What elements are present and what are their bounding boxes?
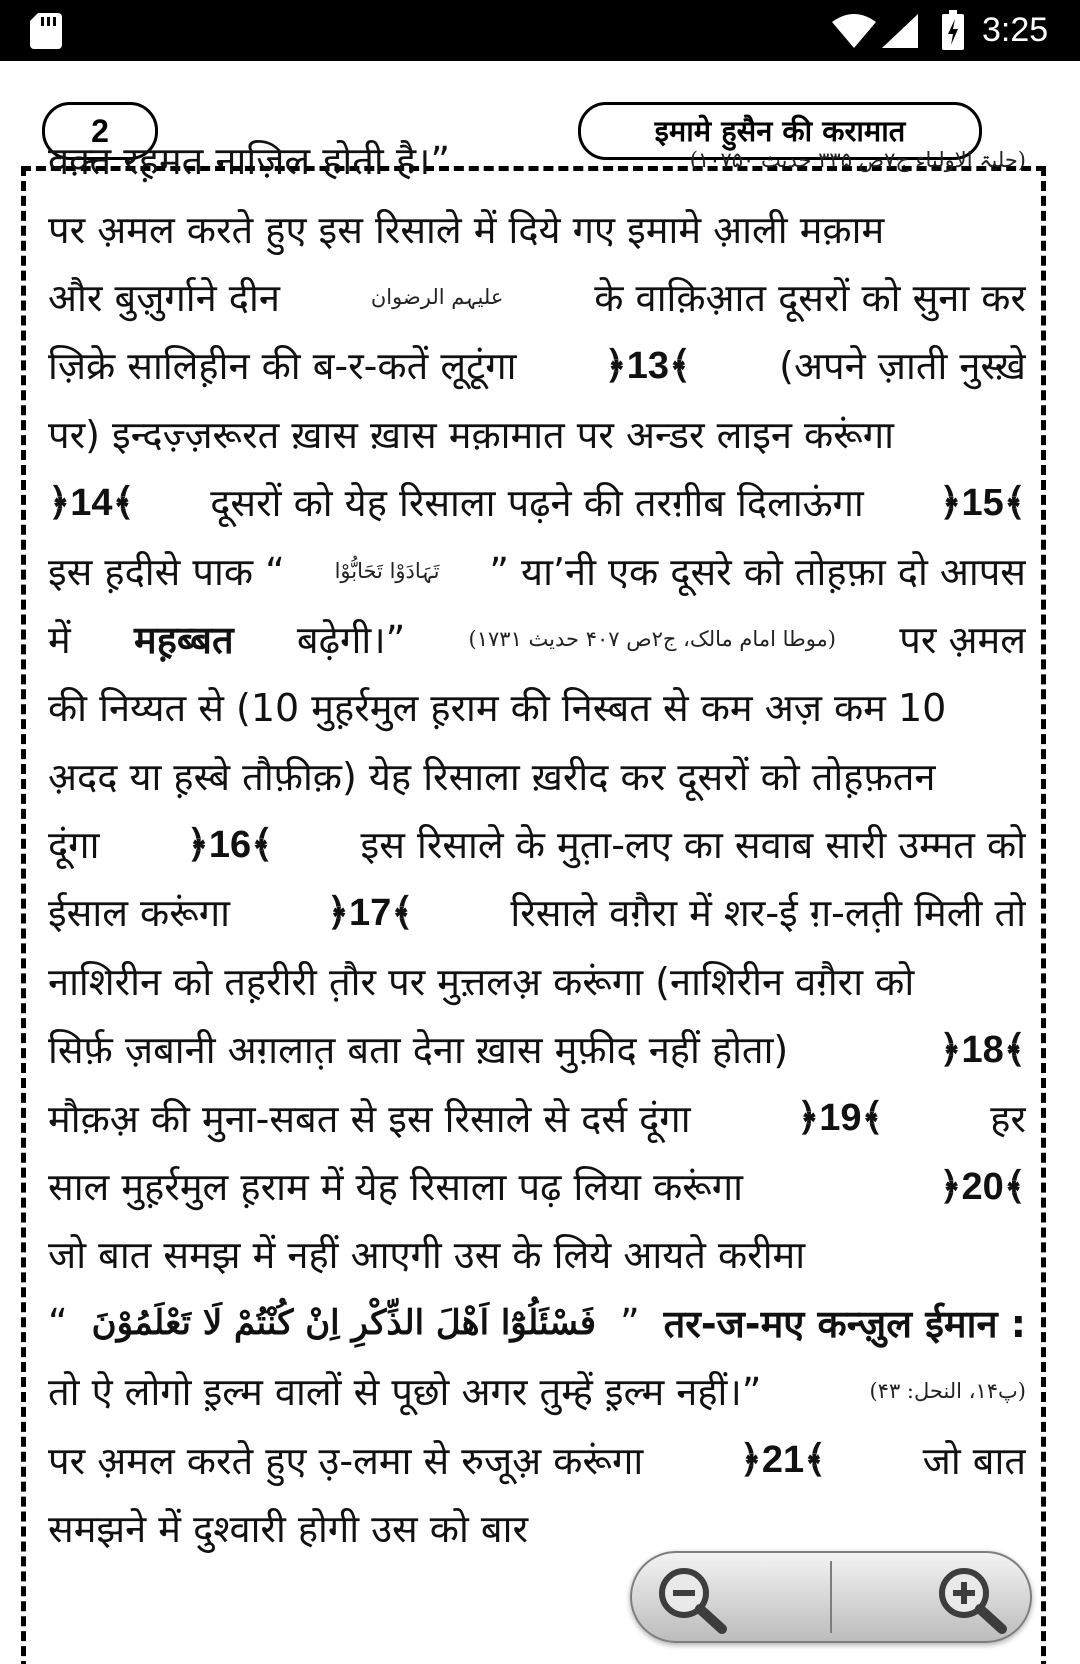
line-text: जो बात समझ में नहीं आएगी उस के लिये आयते करीमा <box>48 1233 806 1278</box>
zoom-in-icon <box>922 1557 1022 1637</box>
text-line <box>48 263 1026 331</box>
line-text: की निय्यत से (10 मुह़र्रमुल ह़राम की निस्बत से कम अज़ कम 10 <box>48 686 947 731</box>
arabic-hadith: تَہَادَوْا تَحَابُّوْا <box>334 558 440 583</box>
text-line <box>48 605 1026 673</box>
text-line <box>48 1289 1026 1357</box>
text-line <box>48 468 1026 536</box>
line-text: इस ह़दीसे पाक “ <box>48 549 285 594</box>
page-number: 2 <box>42 102 158 160</box>
text-line <box>48 536 1026 604</box>
point-number: ﴿13﴾ <box>604 344 692 387</box>
arabic-reference: (پ۱۴، النحل: ۴۳) <box>869 1379 1026 1404</box>
line-text: दूसरों को येह रिसाला पढ़ने की तरग़ीब दिलाऊंगा <box>210 481 864 526</box>
text-line <box>48 331 1026 399</box>
translation-label: तर-ज-मए कन्ज़ुल ईमान : <box>663 1301 1026 1346</box>
quote-mark: ” <box>619 1300 640 1345</box>
text-line <box>48 1083 1026 1151</box>
line-text: और बुज़ुर्गाने दीन <box>48 275 280 320</box>
point-number: ﴿16﴾ <box>186 823 274 866</box>
zoom-divider <box>830 1561 832 1633</box>
text-line <box>48 1015 1026 1083</box>
line-text: जो बात <box>922 1438 1026 1483</box>
line-text: ” या’नी एक दूसरे को तोह़फ़ा दो आपस <box>489 549 1026 594</box>
text-line <box>48 126 1026 194</box>
line-text: मौक़अ़ की मुना-सबत से इस रिसाले से दर्स दूंगा <box>48 1096 691 1141</box>
line-text: वक़्त रह़मत नाज़िल होती है।” <box>48 139 451 184</box>
zoom-in-button[interactable] <box>922 1557 1022 1637</box>
zoom-out-icon <box>642 1557 742 1637</box>
line-text: बढ़ेगी।” <box>296 617 406 662</box>
arabic-reference: (موطا امام مالک، ج۲ص ۴۰۷ حدیث ۱۷۳۱) <box>468 626 836 651</box>
arabic-reference: (حلیۃ الاولیاء ج۷ص ۳۳۵ حدیث ۱۰۷۵۰) <box>689 148 1026 173</box>
text-line <box>48 1357 1026 1425</box>
line-text: सिर्फ़ ज़बानी अग़लात़ बता देना ख़ास मुफ़ीद नहीं होता) <box>48 1028 789 1073</box>
text-line <box>48 1220 1026 1288</box>
quote-mark: “ <box>48 1300 68 1345</box>
point-number: ﴿19﴾ <box>797 1097 884 1140</box>
quran-verse: فَسْئَلُوْٓا اَهْلَ الذِّكْرِ اِنْ كُنْتُمْ لَا تَعْلَمُوْنَ <box>91 1302 596 1343</box>
bold-word: मह़ब्बत <box>133 617 234 662</box>
wifi-icon <box>832 14 876 48</box>
line-text: ईसाल करूंगा <box>48 891 230 936</box>
status-clock: 3:25 <box>982 11 1049 49</box>
text-line <box>48 810 1026 878</box>
text-line <box>48 673 1026 741</box>
battery-charging-icon <box>942 10 964 50</box>
line-text: अ़दद या ह़स्बे तौफ़ीक़) येह रिसाला ख़रीद कर दूसरों को तोह़फ़तन <box>48 754 936 799</box>
line-text: नाशिरीन को तह़रीरी त़ौर पर मुत्त़लअ़ करूंगा (नाशिरीन वग़ैरा को <box>48 959 915 1004</box>
point-number: ﴿14﴾ <box>48 481 135 524</box>
text-line <box>48 742 1026 810</box>
point-number: ﴿17﴾ <box>326 891 414 934</box>
text-line <box>48 947 1026 1015</box>
text-line <box>48 878 1026 946</box>
zoom-control <box>630 1551 1032 1643</box>
point-number: ﴿21﴾ <box>739 1439 827 1482</box>
line-text: के वाक़िआ़त दूसरों को सुना कर <box>594 275 1026 320</box>
line-text: हर <box>990 1096 1026 1141</box>
arabic-honorific: علیہم الرضوان <box>370 284 504 309</box>
line-text: इस रिसाले के मुत़ा-लए का सवाब सारी उम्मत को <box>360 823 1026 868</box>
line-text: ज़िक्रे सालिह़ीन की ब-र-कतें लूटूंगा <box>48 344 517 389</box>
point-number: ﴿15﴾ <box>939 481 1026 524</box>
line-text: पर अ़मल करते हुए इस रिसाले में दिये गए इमामे आ़ली मक़ाम <box>48 207 885 252</box>
line-text: में <box>48 617 71 662</box>
line-text: तो ऐ लोगो इ़ल्म वालों से पूछो अगर तुम्हें इ़ल्म नहीं।” <box>48 1370 762 1415</box>
point-number: ﴿18﴾ <box>939 1028 1026 1071</box>
status-bar <box>0 0 1080 61</box>
text-line <box>48 1152 1026 1220</box>
line-text: पर अ़मल करते हुए उ़-लमा से रुजूअ़ करूंगा <box>48 1438 644 1483</box>
line-text: पर अ़मल <box>899 617 1026 662</box>
line-text: पर) इन्दज़्ज़रूरत ख़ास ख़ास मक़ामात पर अन्डर लाइन करूंगा <box>48 412 894 457</box>
text-line <box>48 194 1026 262</box>
line-text: दूंगा <box>48 823 100 868</box>
text-line <box>48 1425 1026 1493</box>
zoom-out-button[interactable] <box>642 1557 742 1637</box>
point-number: ﴿20﴾ <box>939 1165 1026 1208</box>
book-title: इमामे हुसैन की करामात <box>578 102 982 160</box>
line-text: रिसाले वग़ैरा में शर-ई ग़-लत़ी मिली तो <box>510 891 1026 936</box>
cell-signal-icon <box>882 14 918 48</box>
sd-card-icon <box>30 13 62 49</box>
page-text <box>48 126 1026 1562</box>
line-text: (अपने ज़ाती नुस्ख़े <box>779 344 1026 389</box>
line-text: साल मुह़र्रमुल ह़राम में येह रिसाला पढ़ लिया करूंगा <box>48 1165 744 1210</box>
line-text: समझने में दुश्वारी होगी उस को बार <box>48 1507 528 1551</box>
text-line <box>48 400 1026 468</box>
